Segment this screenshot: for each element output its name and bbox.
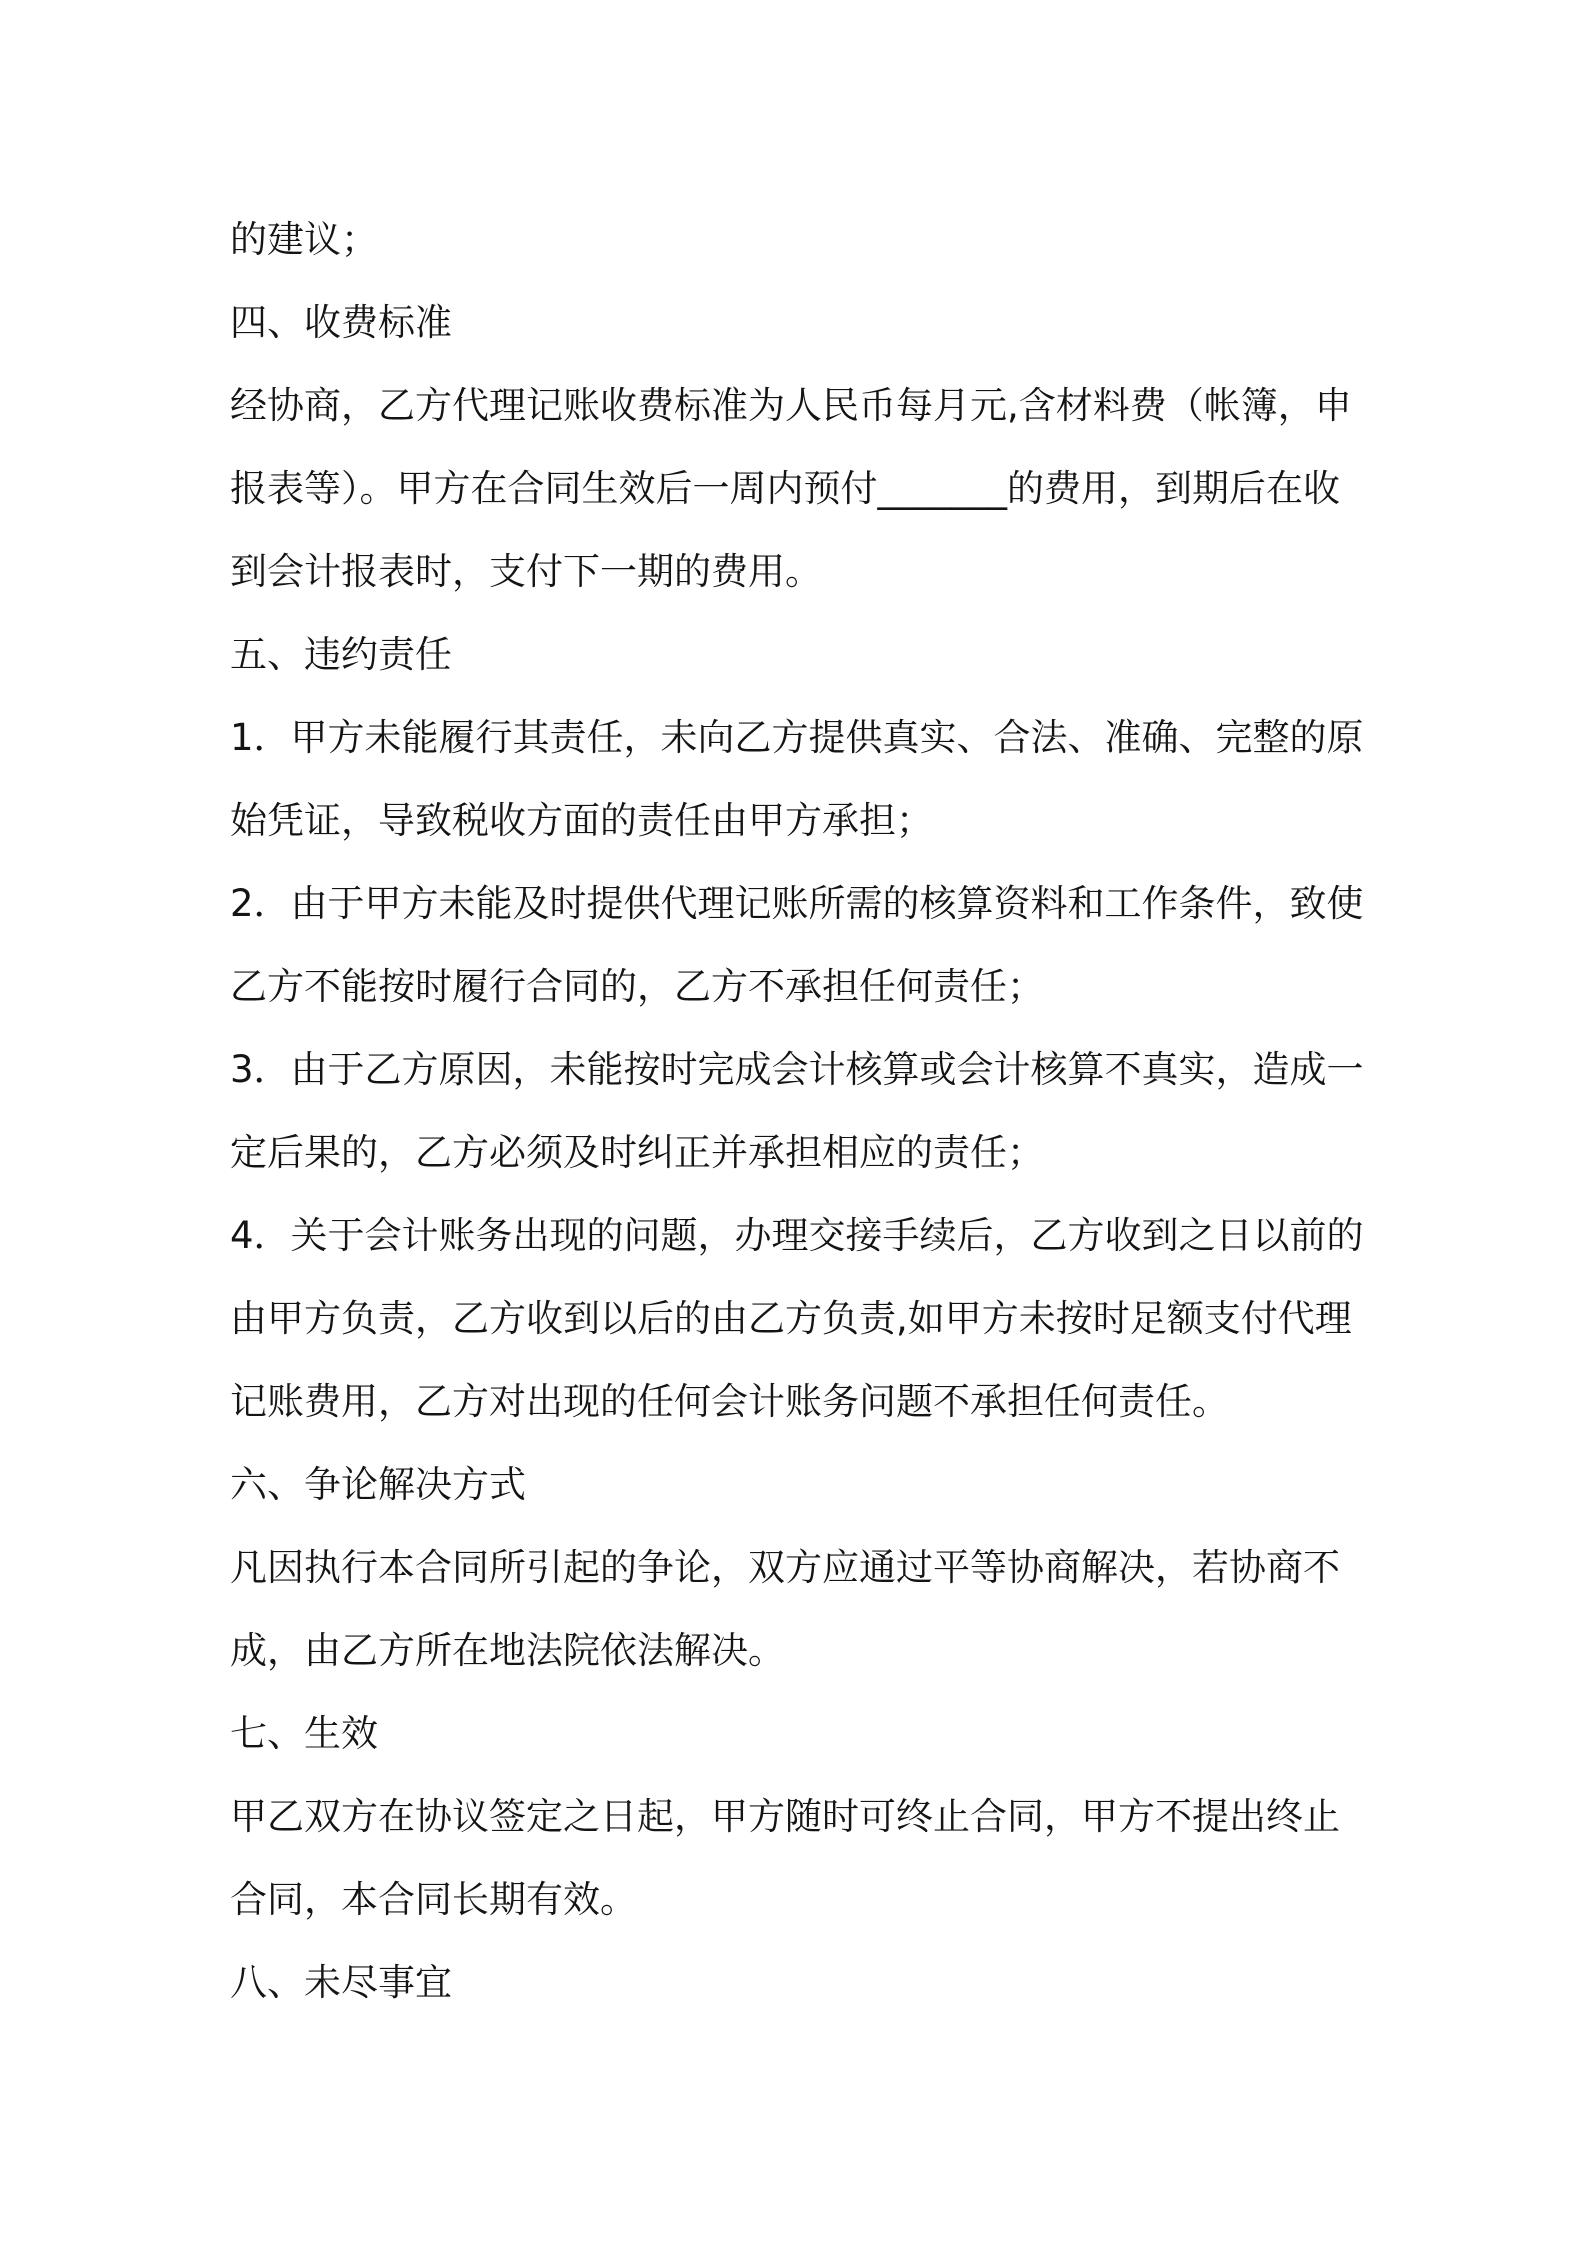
- document-body: [230, 198, 1364, 2024]
- paragraph-line: 4．关于会计账务出现的问题，办理交接手续后，乙方收到之日以前的: [230, 1214, 1364, 1257]
- paragraph-line: 记账费用，乙方对出现的任何会计账务问题不承担任何责任。: [230, 1380, 1229, 1423]
- paragraph-line: 合同，本合同长期有效。: [230, 1878, 637, 1921]
- section-heading-other-matters: 八、未尽事宜: [230, 1961, 452, 2004]
- section-heading-fees: 四、收费标准: [230, 301, 452, 344]
- paragraph-line: 始凭证，导致税收方面的责任由甲方承担；: [230, 799, 933, 842]
- paragraph-line: 2．由于甲方未能及时提供代理记账所需的核算资料和工作条件，致使: [230, 882, 1364, 925]
- section-heading-liability: 五、违约责任: [230, 633, 452, 676]
- paragraph-line: 成，由乙方所在地法院依法解决。: [230, 1629, 785, 1672]
- section-heading-effect: 七、生效: [230, 1712, 378, 1755]
- paragraph-line: 甲乙双方在协议签定之日起，甲方随时可终止合同，甲方不提出终止: [230, 1795, 1340, 1838]
- paragraph-line: 的建议；: [230, 218, 378, 261]
- paragraph-line: 1．甲方未能履行其责任，未向乙方提供真实、合法、准确、完整的原: [230, 716, 1364, 759]
- paragraph-line: 乙方不能按时履行合同的，乙方不承担任何责任；: [230, 965, 1044, 1008]
- paragraph-line: 凡因执行本合同所引起的争论，双方应通过平等协商解决，若协商不: [230, 1546, 1340, 1589]
- section-heading-dispute: 六、争论解决方式: [230, 1463, 526, 1506]
- paragraph-line: 经协商，乙方代理记账收费标准为人民币每月元,含材料费（帐簿，申: [230, 384, 1352, 427]
- paragraph-line: 由甲方负责，乙方收到以后的由乙方负责,如甲方未按时足额支付代理: [230, 1297, 1352, 1340]
- paragraph-line: 报表等）。甲方在合同生效后一周内预付_______的费用，到期后在收: [230, 467, 1340, 510]
- paragraph-line: 3．由于乙方原因，未能按时完成会计核算或会计核算不真实，造成一: [230, 1048, 1364, 1091]
- paragraph-line: 到会计报表时，支付下一期的费用。: [230, 550, 822, 593]
- paragraph-line: 定后果的，乙方必须及时纠正并承担相应的责任；: [230, 1131, 1044, 1174]
